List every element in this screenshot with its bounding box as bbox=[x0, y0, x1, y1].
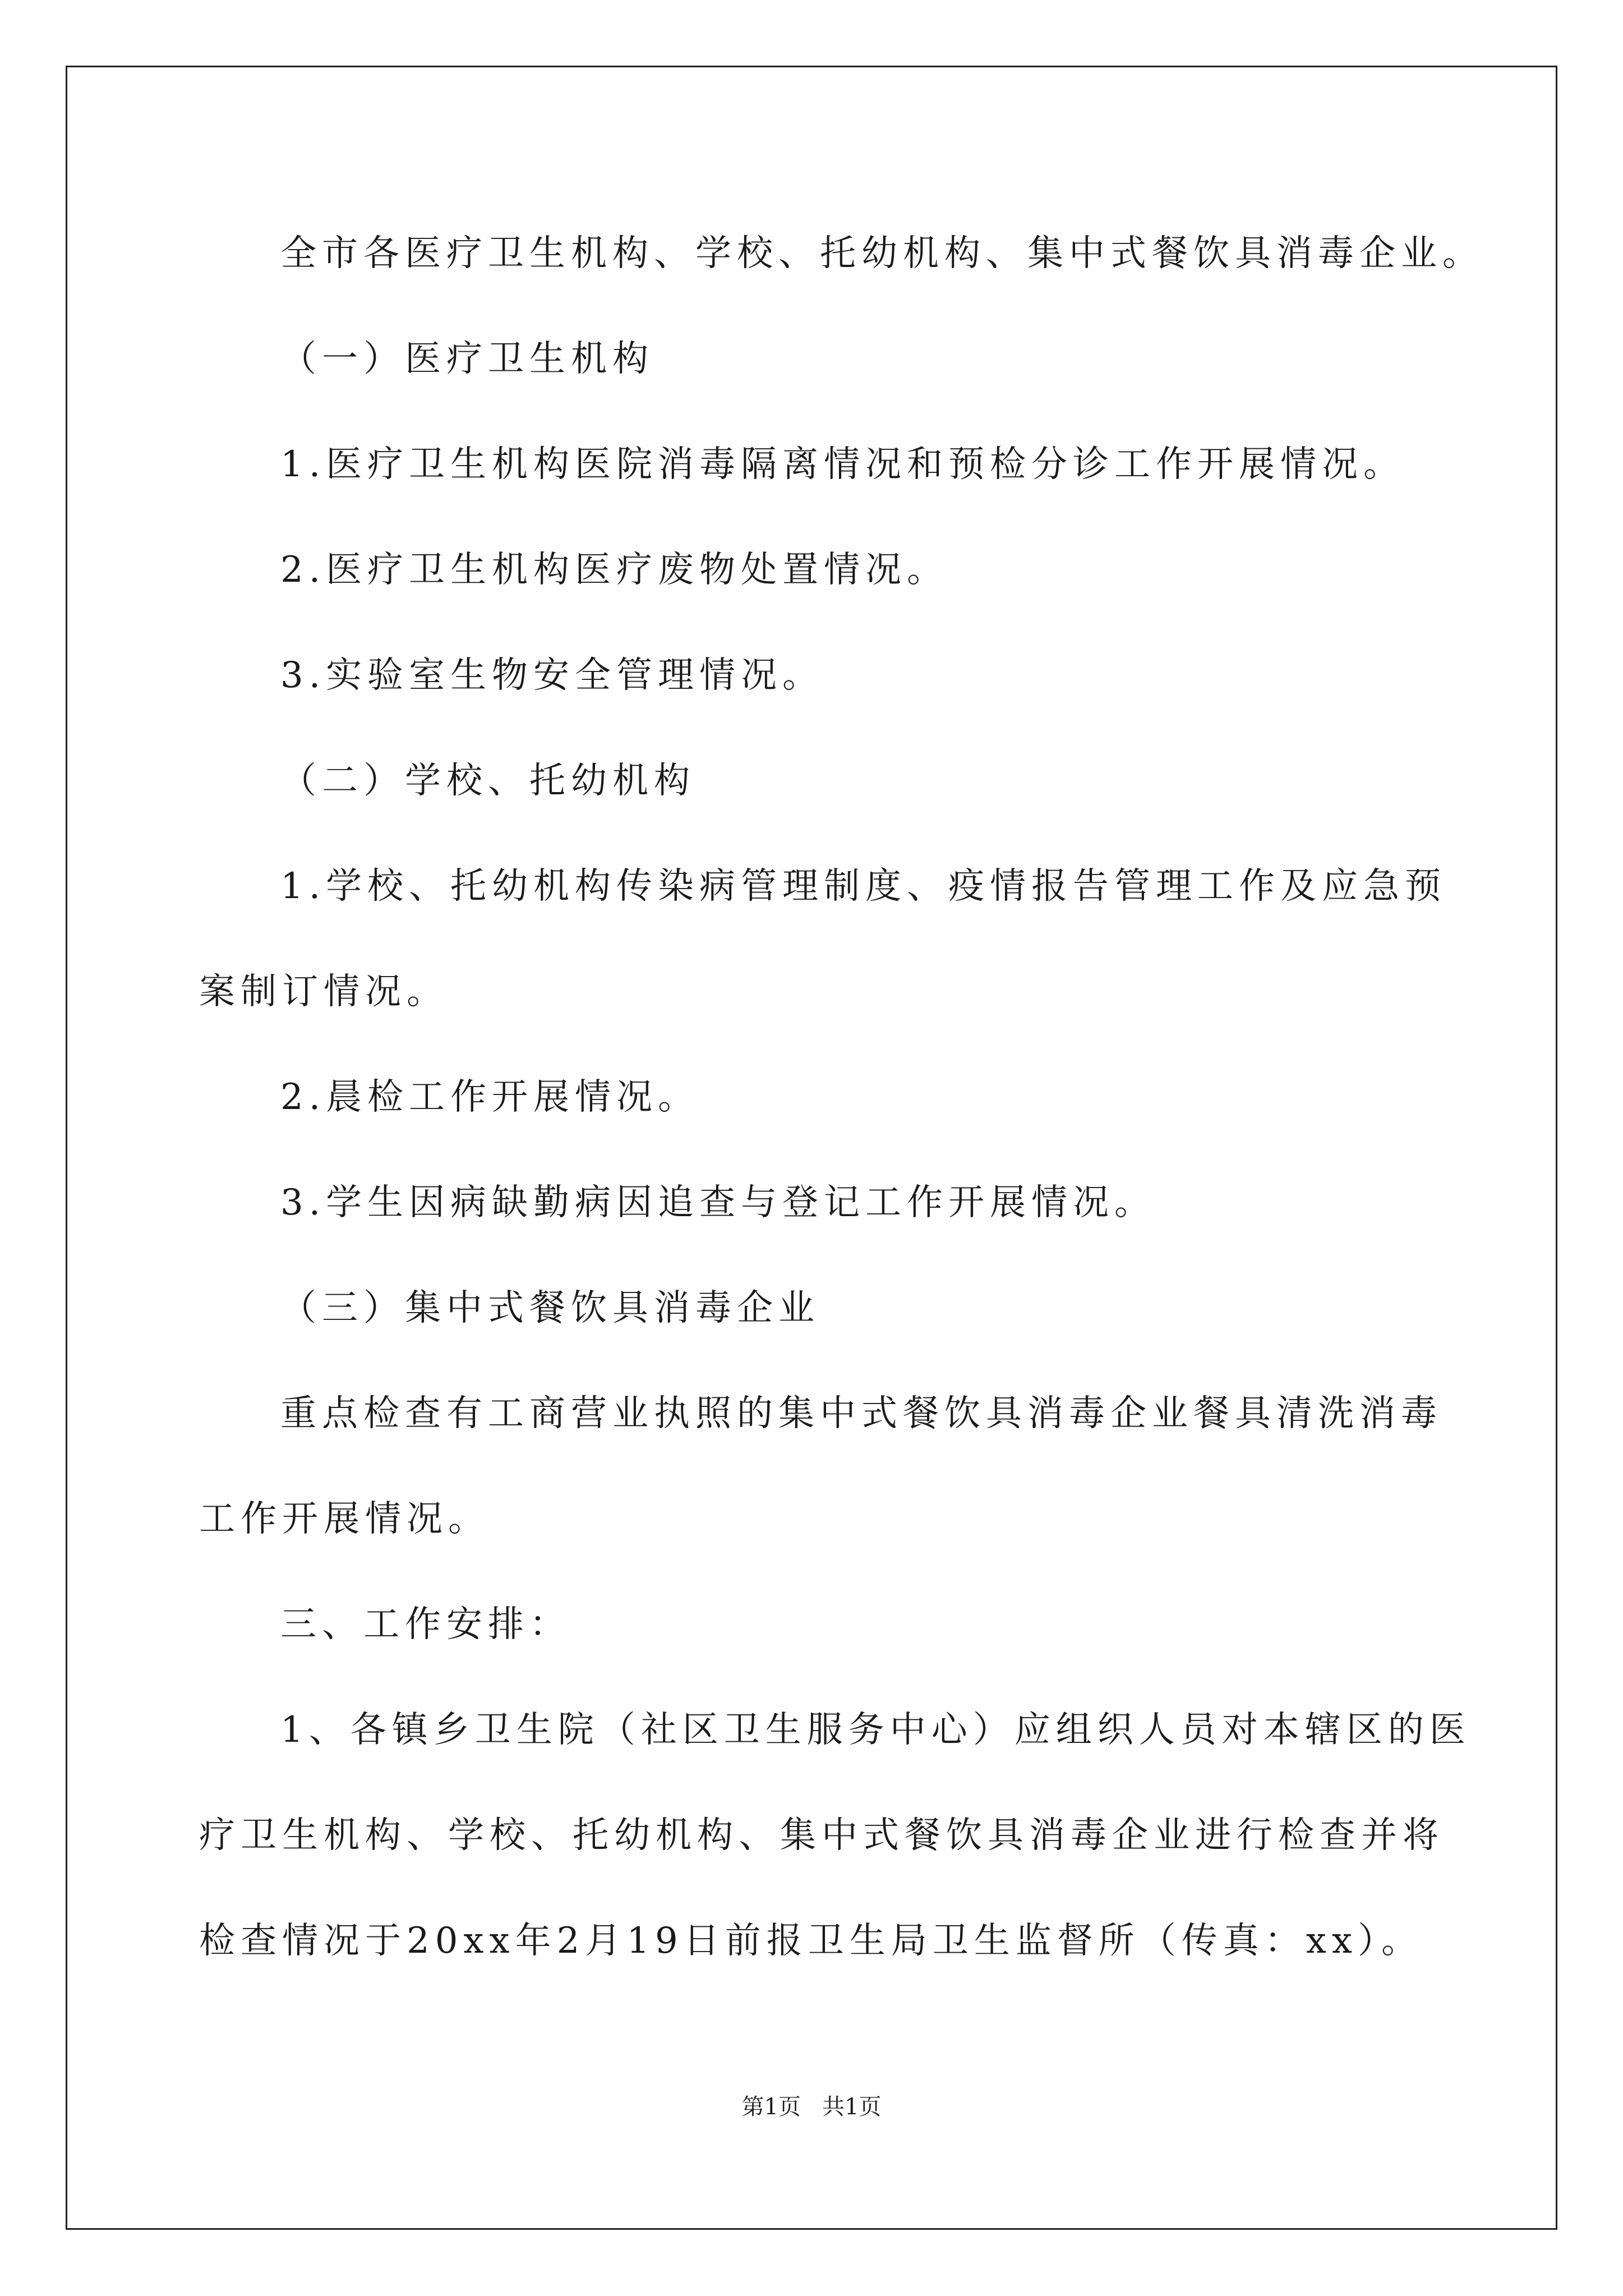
paragraph-5-line-1: 1.学校、托幼机构传染病管理制度、疫情报告管理工作及应急预 bbox=[280, 866, 1447, 907]
paragraph-9-line-3: 检查情况于20xx年2月19日前报卫生局卫生监督所（传真：xx）。 bbox=[199, 1920, 1423, 1962]
paragraph-4: 3.实验室生物安全管理情况。 bbox=[280, 655, 824, 696]
section-heading-4: 三、工作安排： bbox=[280, 1604, 571, 1645]
paragraph-9-line-2: 疗卫生机构、学校、托幼机构、集中式餐饮具消毒企业进行检查并将 bbox=[199, 1815, 1444, 1856]
paragraph-8-line-1: 重点检查有工商营业执照的集中式餐饮具消毒企业餐具清洗消毒 bbox=[280, 1393, 1442, 1434]
paragraph-7: 3.学生因病缺勤病因追查与登记工作开展情况。 bbox=[280, 1182, 1156, 1223]
paragraph-8-line-2: 工作开展情况。 bbox=[199, 1498, 490, 1540]
paragraph-6: 2.晨检工作开展情况。 bbox=[280, 1076, 700, 1118]
paragraph-2: 1.医疗卫生机构医院消毒隔离情况和预检分诊工作开展情况。 bbox=[280, 444, 1405, 485]
section-heading-3: （三）集中式餐饮具消毒企业 bbox=[280, 1287, 820, 1329]
page-border bbox=[66, 66, 1557, 2230]
section-heading-1: （一）医疗卫生机构 bbox=[280, 338, 654, 380]
page-footer: 第1页 共1页 bbox=[741, 2094, 882, 2120]
section-heading-2: （二）学校、托幼机构 bbox=[280, 760, 695, 802]
paragraph-3: 2.医疗卫生机构医疗废物处置情况。 bbox=[280, 549, 949, 591]
paragraph-5-line-2: 案制订情况。 bbox=[199, 971, 448, 1013]
paragraph-1: 全市各医疗卫生机构、学校、托幼机构、集中式餐饮具消毒企业。 bbox=[280, 233, 1484, 274]
paragraph-9-line-1: 1、各镇乡卫生院（社区卫生服务中心）应组织人员对本辖区的医 bbox=[280, 1709, 1471, 1751]
